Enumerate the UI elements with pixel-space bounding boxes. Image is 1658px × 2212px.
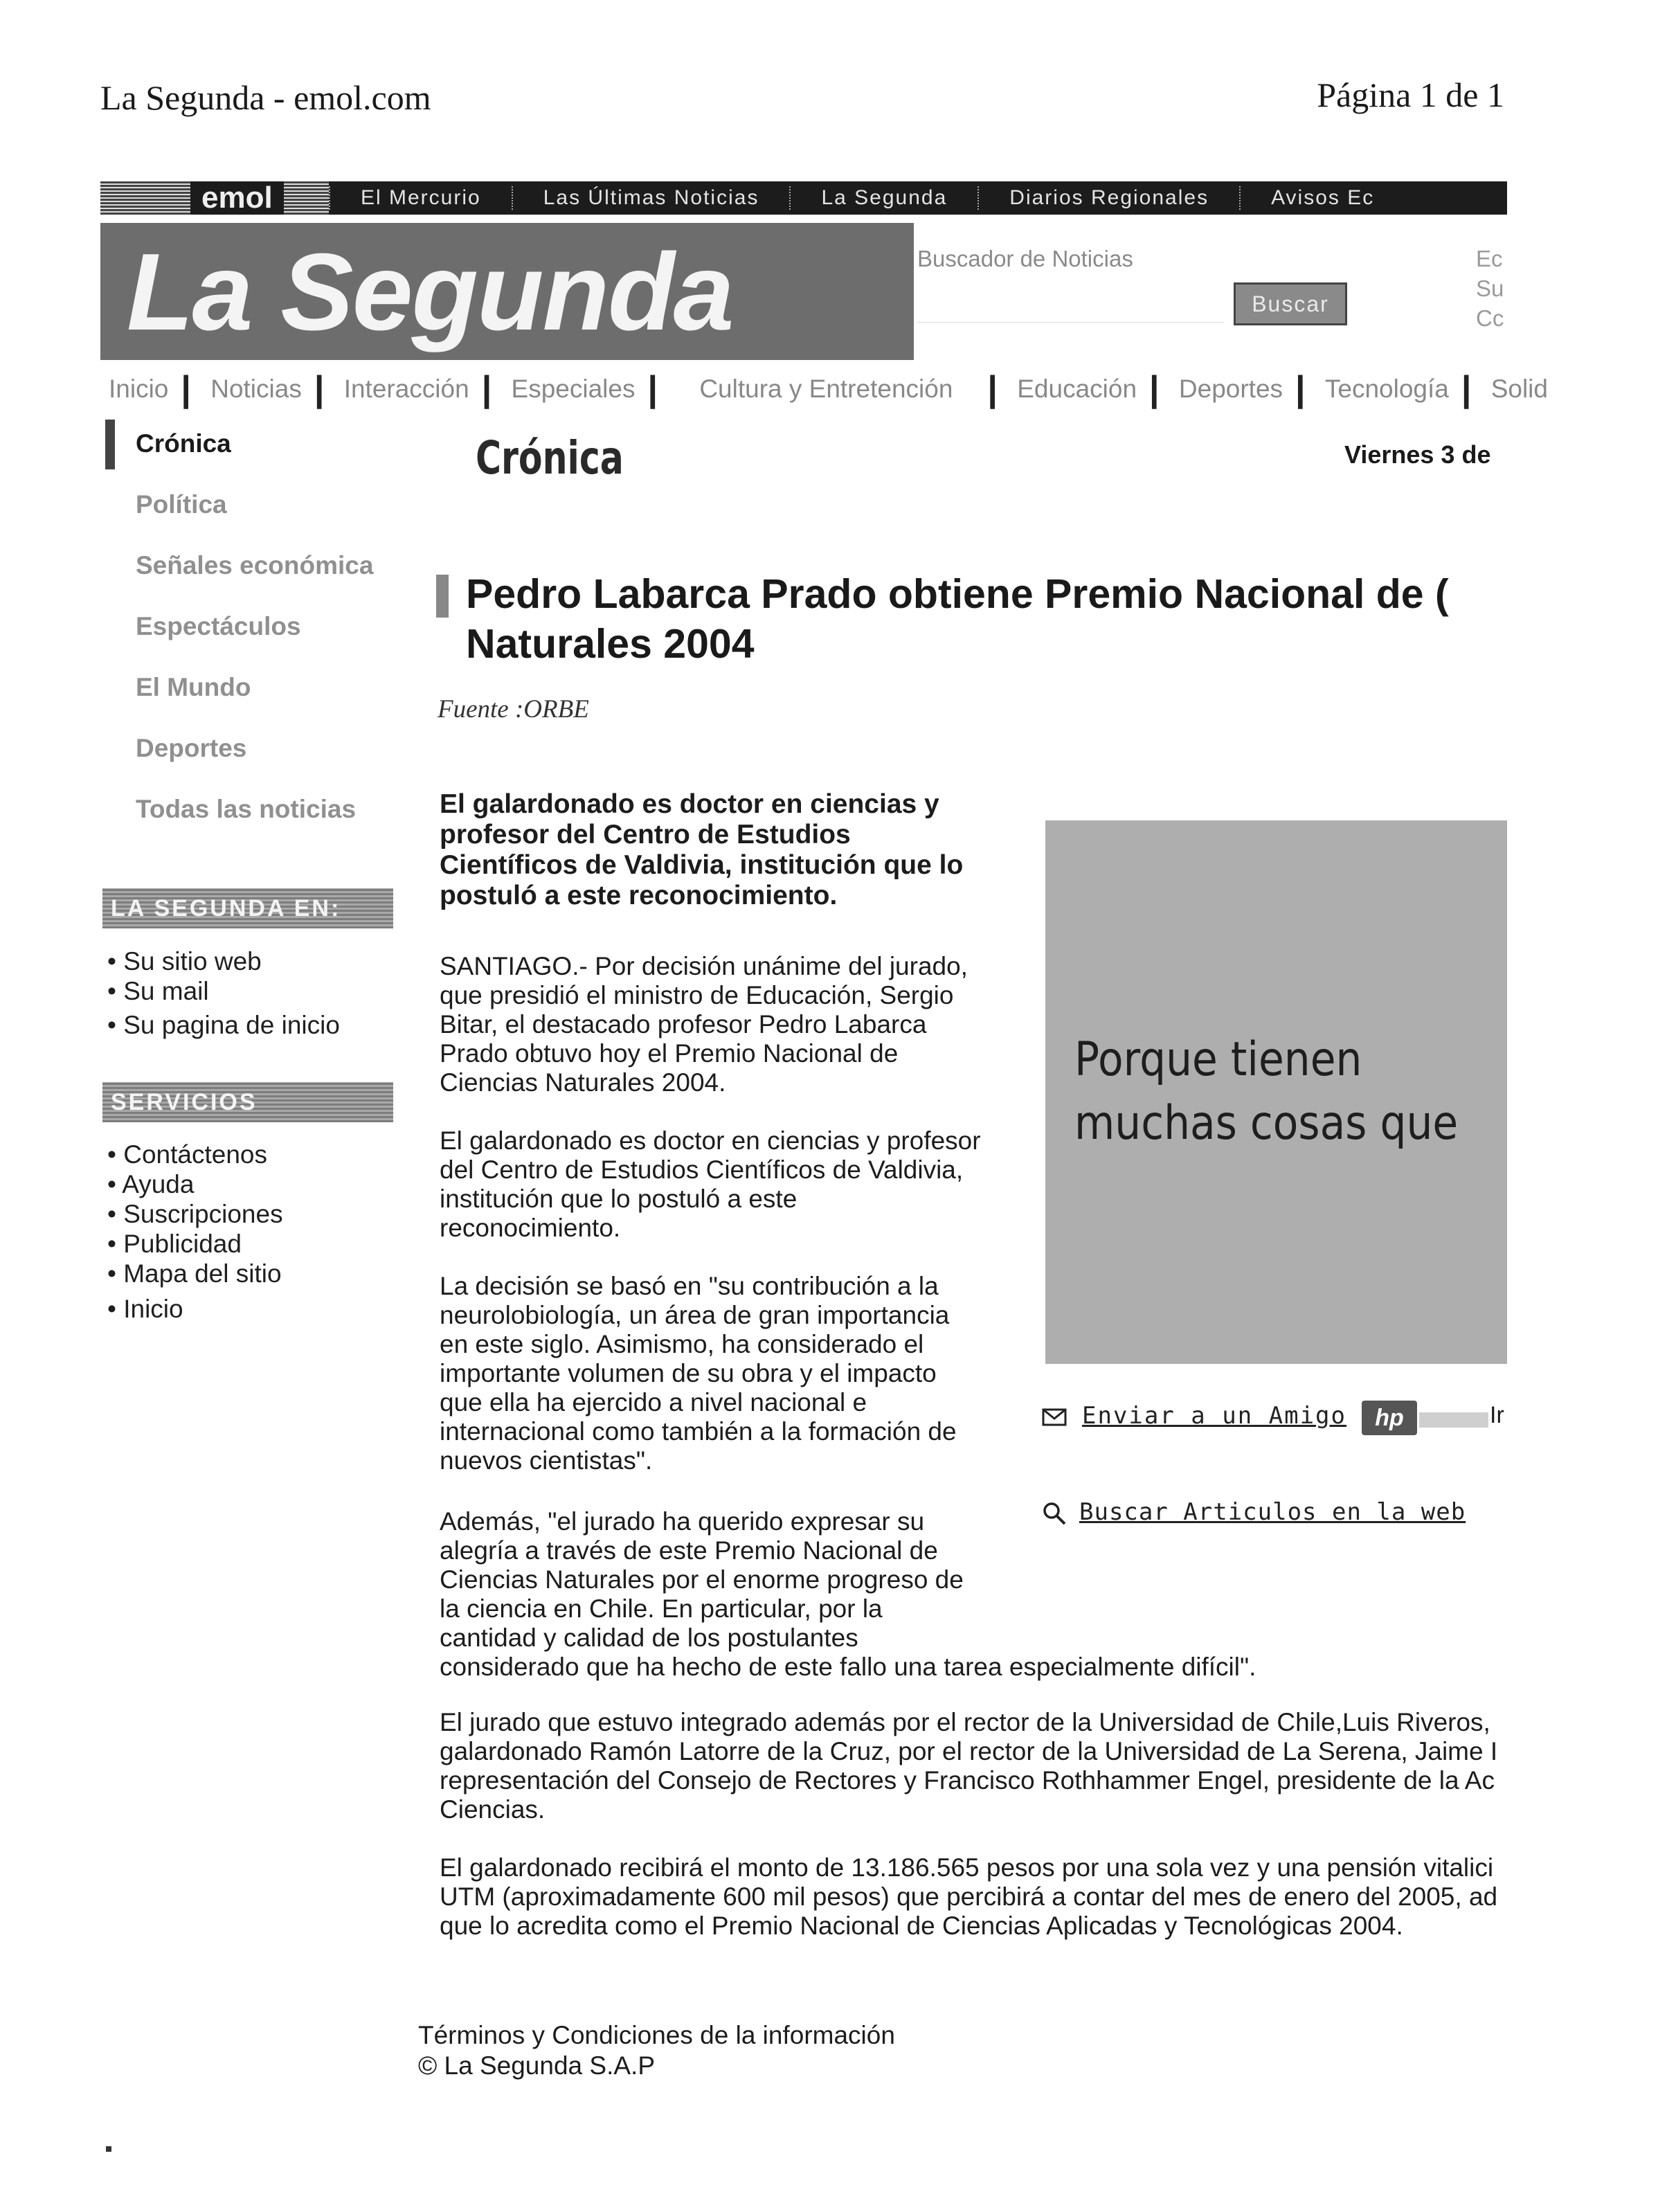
nav-inicio[interactable]: Inicio [109,375,169,403]
masthead-right-link-2[interactable]: Su [1476,276,1504,301]
headline-marker [436,575,449,618]
hp-link-text[interactable]: Ir [1490,1402,1504,1428]
paragraph-line: nuevos cientistas". [440,1446,653,1475]
paragraph-line: cantidad y calidad de los postulantes [440,1624,858,1652]
paragraph-line: Prado obtuvo hoy el Premio Nacional de [440,1039,899,1068]
paragraph-line: Además, "el jurado ha querido expresar su [440,1507,925,1536]
paragraph-line: considerado que ha hecho de este fallo una tarea especialmente difícil". [440,1653,1256,1681]
terms-link[interactable]: Términos y Condiciones de la información [418,2021,895,2049]
nav-interaccion[interactable]: Interacción [343,375,469,403]
list-item-publicidad[interactable]: • Publicidad [107,1229,283,1259]
list-item-su-sitio-web[interactable]: • Su sitio web [107,946,340,976]
nav-solidaridad[interactable]: Solid [1490,375,1548,403]
nav-especiales[interactable]: Especiales [511,375,636,403]
paragraph-line: El jurado que estuvo integrado además por el rector de la Universidad de Chile,Luis Riveros, [440,1708,1490,1736]
section-title: Crónica [476,431,624,485]
paragraph-line: institución que lo postuló a este [440,1185,798,1213]
nav-cultura[interactable]: Cultura y Entretención [699,375,953,403]
sidebar-item-todas-las-noticias[interactable]: Todas las noticias [136,795,357,823]
masthead-right-link-3[interactable]: Cc [1476,305,1504,331]
list-item-ayuda[interactable]: • Ayuda [107,1169,283,1199]
paragraph-line: La decisión se basó en "su contribución a la [440,1272,939,1300]
nav-separator: | [1295,369,1306,409]
emol-link-el-mercurio[interactable]: El Mercurio [329,186,512,210]
paragraph-line: Ciencias Naturales por el enorme progreso de [440,1565,964,1594]
nav-separator: | [181,369,191,409]
article-headline [466,569,1507,669]
paragraph-line: internacional como también a la formación de [440,1417,957,1446]
nav-educacion[interactable]: Educación [1017,375,1137,403]
sidebar-servicios-list [107,1140,283,1324]
article-paragraph-3 [440,1272,957,1475]
search-articles-web-link[interactable]: Buscar Articulos en la web [1042,1498,1466,1526]
article-paragraph-2 [440,1126,981,1243]
article-paragraph-1 [440,952,968,1097]
lead-line: profesor del Centro de Estudios [440,820,851,849]
sidebar-item-deportes[interactable]: Deportes [136,734,247,762]
hp-logo[interactable]: hp [1362,1401,1417,1435]
paragraph-line: importante volumen de su obra y el impacto [440,1359,937,1387]
paragraph-line: Bitar, el destacado profesor Pedro Labarca [440,1010,927,1038]
envelope-icon [1042,1408,1067,1427]
paragraph-line: que lo acredita como el Premio Nacional de Ciencias Aplicadas y Tecnológicas 2004. [440,1912,1403,1940]
lead-line: Científicos de Valdivia, institución que lo [440,850,964,880]
article-paragraph-5 [440,1708,1507,1824]
paragraph-line: representación del Consejo de Rectores y Francisco Rothhammer Engel, presidente de la Ac [440,1766,1495,1795]
print-header-page-number: Página 1 de 1 [1317,75,1504,114]
send-to-friend-link[interactable]: Enviar a un Amigo [1042,1402,1346,1430]
paragraph-line: neurolobiología, un área de gran importancia [440,1301,950,1329]
lead-line: postuló a este reconocimiento. [440,881,838,910]
emol-logo[interactable]: emol [100,181,329,215]
headline-line: Pedro Labarca Prado obtiene Premio Nacional de ( [466,571,1449,617]
paragraph-line: reconocimiento. [440,1214,621,1242]
list-item-su-mail[interactable]: • Su mail [107,976,340,1006]
page-mark [106,2146,111,2152]
list-item-contactenos[interactable]: • Contáctenos [107,1140,283,1169]
paragraph-line: que presidió el ministro de Educación, Sergio [440,981,954,1009]
article-paragraph-4 [440,1507,1256,1682]
nav-deportes[interactable]: Deportes [1178,375,1283,403]
list-item-su-pagina-de-inicio[interactable]: • Su pagina de inicio [107,1010,340,1040]
nav-separator: | [647,369,658,409]
advertisement-text: Porque tienen muchas cosas que [1074,1032,1459,1151]
paragraph-line: El galardonado recibirá el monto de 13.186.565 pesos por una sola vez y una pensión vitalici [440,1853,1494,1882]
masthead-logo[interactable] [100,223,914,360]
nav-noticias[interactable]: Noticias [210,375,302,403]
sidebar-item-senales-economica[interactable]: Señales económica [136,551,374,579]
footer [418,2020,895,2081]
sidebar-item-politica[interactable]: Política [136,490,227,519]
nav-tecnologia[interactable]: Tecnología [1324,375,1449,403]
site-title: La Segunda [127,231,733,353]
magnifier-icon [1042,1501,1067,1526]
sidebar-la-segunda-en-list [107,946,340,1040]
masthead-right-link-1[interactable]: Ec [1476,246,1503,271]
sidebar-active-indicator [105,420,115,469]
emol-link-diarios-regionales[interactable]: Diarios Regionales [977,186,1239,210]
lead-line: El galardonado es doctor en ciencias y [440,789,939,819]
article-lead [440,789,963,911]
nav-separator: | [987,369,998,409]
nav-separator: | [314,369,325,409]
paragraph-line: en este siglo. Asimismo, ha considerado el [440,1330,924,1358]
hp-banner-strip [1419,1412,1488,1428]
paragraph-line: Ciencias Naturales 2004. [440,1068,726,1097]
nav-separator: | [1461,369,1472,409]
paragraph-line: UTM (aproximadamente 600 mil pesos) que percibirá a contar del mes de enero del 2005, ad [440,1882,1498,1911]
list-item-inicio[interactable]: • Inicio [107,1294,283,1324]
list-item-mapa-del-sitio[interactable]: • Mapa del sitio [107,1259,283,1288]
paragraph-line: Ciencias. [440,1795,546,1824]
list-item-suscripciones[interactable]: • Suscripciones [107,1199,283,1229]
copyright-text: © La Segunda S.A.P [418,2051,655,2080]
article-paragraph-6 [440,1853,1507,1941]
headline-line: Naturales 2004 [466,621,755,667]
article-source: Fuente :ORBE [438,695,589,723]
emol-link-avisos[interactable]: Avisos Ec [1239,186,1405,210]
sidebar-box-la-segunda-en: LA SEGUNDA EN: [102,888,393,928]
emol-link-la-segunda[interactable]: La Segunda [789,186,977,210]
advertisement-banner[interactable] [1045,820,1507,1364]
paragraph-line: SANTIAGO.- Por decisión unánime del jurado, [440,952,968,980]
search-button[interactable]: Buscar [1234,282,1347,325]
emol-link-las-ultimas-noticias[interactable]: Las Últimas Noticias [512,186,790,210]
nav-separator: | [1149,369,1160,409]
sidebar-item-cronica[interactable]: Crónica [136,429,231,458]
sidebar-item-el-mundo[interactable]: El Mundo [136,673,251,701]
paragraph-line: El galardonado es doctor en ciencias y profesor [440,1126,981,1155]
search-input[interactable] [917,280,1224,323]
date-text: Viernes 3 de [1344,440,1491,469]
sidebar-item-espectaculos[interactable]: Espectáculos [136,612,301,640]
nav-separator: | [481,369,492,409]
main-nav [109,368,1548,410]
paragraph-line: alegría a través de este Premio Nacional de [440,1536,938,1565]
paragraph-line: del Centro de Estudios Científicos de Valdivia, [440,1156,964,1184]
emol-top-bar [100,181,1507,215]
print-header-site: La Segunda - emol.com [100,78,431,117]
paragraph-line: que ella ha ejercido a nivel nacional e [440,1388,867,1417]
paragraph-line: la ciencia en Chile. En particular, por la [440,1594,883,1623]
sidebar-box-servicios: SERVICIOS [102,1082,393,1122]
paragraph-line: galardonado Ramón Latorre de la Cruz, por el rector de la Universidad de La Serena, Jaime I [440,1737,1498,1765]
search-label: Buscador de Noticias [917,246,1133,271]
